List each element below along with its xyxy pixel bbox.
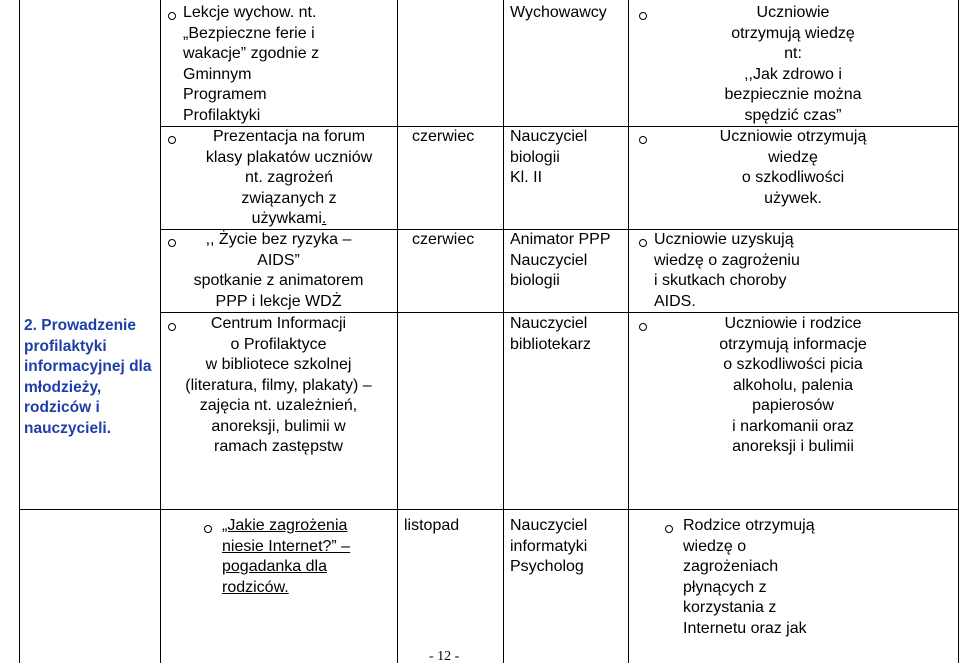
table-divider [503,0,504,663]
outcome-text: Uczniowie i rodzice otrzymują informacje o szkodliwości picia alkoholu, palenia papierosów i narkomanii oraz anoreksji i bulimii [719,315,867,455]
responsible-text: Animator PPP Nauczyciel biologii [510,231,611,289]
bullet-icon [639,239,647,247]
outcome-text: Uczniowie uzyskują wiedzę o zagrożeniu i skutkach choroby AIDS. [654,231,800,310]
activity-text: „Jakie zagrożenia niesie Internet?” – pogadanka dla rodziców. [222,517,351,596]
bullet-icon [168,12,176,20]
section-label: 2. Prowadzenie profilaktyki informacyjnej dla młodzieży, rodziców i nauczycieli. [24,317,152,437]
date-text: czerwiec [412,128,475,145]
responsible-text: Nauczyciel informatyki Psycholog [510,517,588,575]
responsible-text: Nauczyciel biologii Kl. II [510,128,588,186]
activity-text: ,, Życie bez ryzyka – AIDS” spotkanie z animatorem PPP i lekcje WDŻ [193,231,364,310]
table-divider [397,0,398,663]
page-number: - 12 - [429,649,460,664]
activity-text: Lekcje wychow. nt. „Bezpieczne ferie i wakacje” zgodnie z Gminnym Programem Profilaktyki [183,4,320,124]
responsible-text: Nauczyciel bibliotekarz [510,315,591,353]
date-text: listopad [404,517,460,534]
activity-text: Centrum Informacji o Profilaktyce w bibliotece szkolnej (literatura, filmy, plakaty) – zajęcia nt. uzależnień, anoreksji, bulimii w ramach zastępstw [185,315,372,455]
bullet-icon [204,525,212,533]
table-border-right [958,0,959,663]
row-divider [19,509,959,510]
row-divider [160,312,959,313]
date-text: czerwiec [412,231,475,248]
responsible-text: Wychowawcy [510,4,607,21]
bullet-icon [168,136,176,144]
outcome-text: Uczniowie otrzymują wiedzę nt: ,,Jak zdrowo i bezpiecznie można spędzić czas” [724,4,862,124]
bullet-icon [665,525,673,533]
table-border-left [19,0,20,663]
outcome-text: Rodzice otrzymują wiedzę o zagrożeniach płynących z korzystania z Internetu oraz jak [683,517,815,637]
outcome-text: Uczniowie otrzymują wiedzę o szkodliwości używek. [719,128,867,207]
activity-text: Prezentacja na forum klasy plakatów uczniów nt. zagrożeń związanych z używkami. [205,128,373,227]
